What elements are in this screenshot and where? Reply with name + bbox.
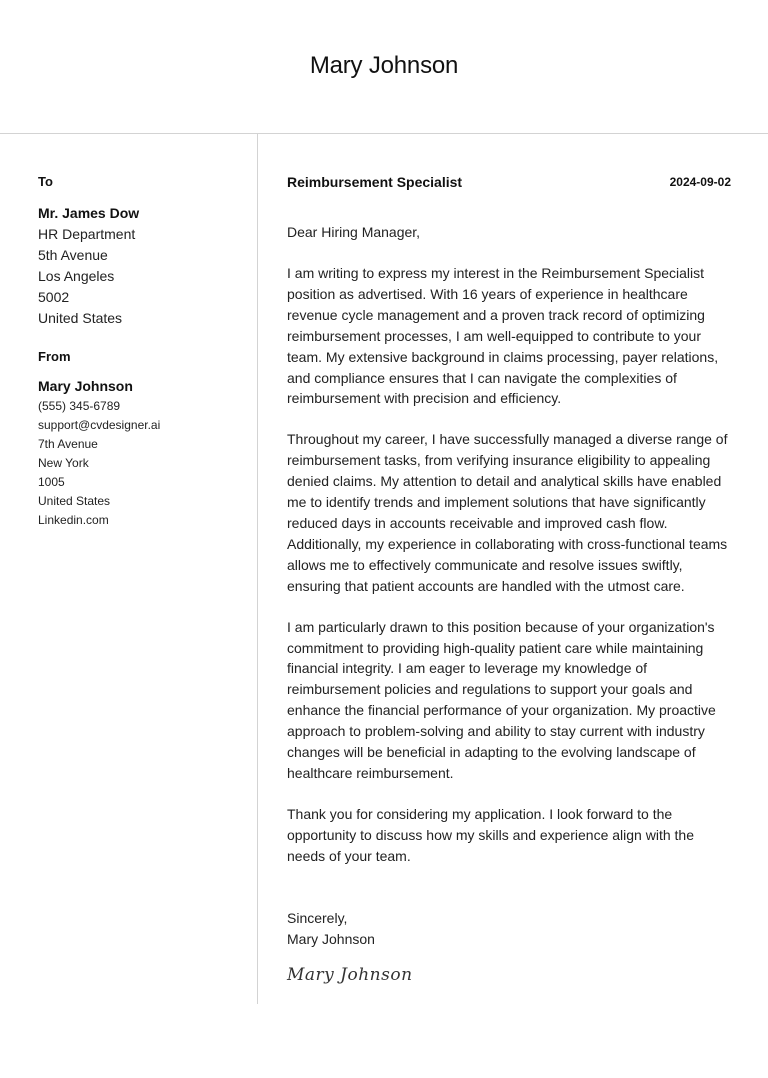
paragraph-motivation: I am particularly drawn to this position because of your organization's commitment to providing high-quality patient care while maintaining financial integrity. I am eager to leverage my knowledge of reimbursement policies and regulations to support your goals and enhance the financial performance of your organization. My proactive approach to problem-solving and ability to stay current with industry changes will be beneficial in adapting to the evolving landscape of healthcare reimbursement.: [287, 618, 716, 781]
sender-label: From: [38, 349, 71, 364]
sender-city: New York: [38, 456, 89, 470]
paragraph-intro: I am writing to express my interest in the Reimbursement Specialist position as advertised. With 16 years of experience in healthcare revenue cycle management and a proven track record of optimizing reimbursement processes, I am well-equipped to contribute to your team. My extensive background in claims processing, payer relations, and compliance ensures that I can navigate the complexities of reimbursement with precision and efficiency.: [287, 265, 719, 407]
sender-email: support@cvdesigner.ai: [38, 418, 161, 432]
letter-body: [287, 172, 731, 987]
sender-postal-code: 1005: [38, 475, 65, 489]
closing-name: Mary Johnson: [287, 930, 375, 947]
sender-street: 7th Avenue: [38, 437, 98, 451]
position-title: Reimbursement Specialist: [287, 174, 463, 190]
sender-linkedin: Linkedin.com: [38, 513, 109, 527]
recipient-department: HR Department: [38, 226, 136, 242]
header-divider: [0, 133, 768, 134]
salutation: Dear Hiring Manager,: [287, 224, 421, 240]
recipient-street: 5th Avenue: [38, 247, 108, 263]
paragraph-experience: Throughout my career, I have successfully managed a diverse range of reimbursement tasks, from verifying insurance eligibility to appealing denied claims. My attention to detail and analytical skills have enabled me to identify trends and implement solutions that have significantly reduced days in accounts receivable and improved cash flow. Additionally, my experience in collaborating with cross-functional teams allows me to effectively communicate and resolve issues swiftly, ensuring that patient accounts are handled with the utmost care.: [287, 431, 728, 594]
recipient-name: Mr. James Dow: [38, 205, 140, 221]
sender-name: Mary Johnson: [38, 378, 133, 394]
closing: Sincerely,: [287, 909, 348, 926]
recipient-label: To: [38, 174, 53, 189]
recipient-postal-code: 5002: [38, 289, 70, 305]
sidebar: [38, 172, 243, 530]
sender-phone: (555) 345-6789: [38, 399, 121, 413]
recipient-country: United States: [38, 310, 123, 326]
paragraph-thanks: Thank you for considering my application. I look forward to the opportunity to discuss how my skills and experience align with the needs of your team.: [287, 805, 694, 864]
page-title: Mary Johnson: [309, 52, 459, 79]
letter-topline: [287, 172, 731, 192]
recipient-city: Los Angeles: [38, 268, 115, 284]
sender-country: United States: [38, 494, 111, 508]
signature: Mary Johnson: [287, 964, 413, 985]
column-divider: [257, 134, 258, 1004]
letter-date: 2024-09-02: [669, 175, 731, 189]
page-header: [0, 0, 768, 134]
